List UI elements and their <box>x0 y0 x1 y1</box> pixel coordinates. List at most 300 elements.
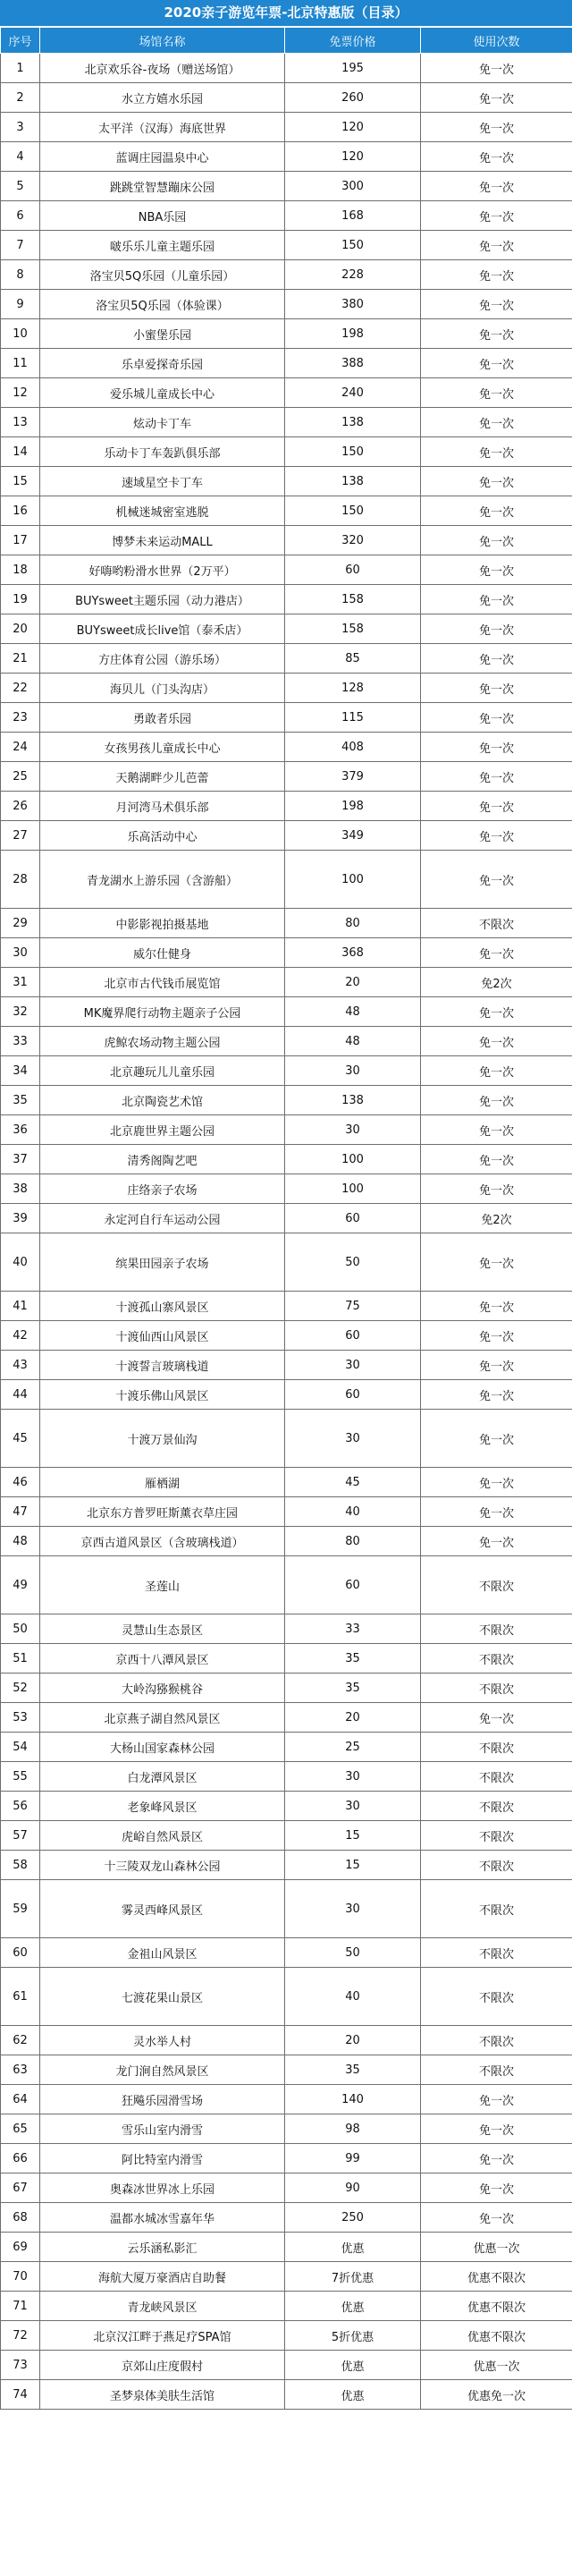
row-number: 40 <box>1 1233 40 1292</box>
row-number: 34 <box>1 1056 40 1086</box>
usage-times: 免一次 <box>421 1233 572 1292</box>
table-row <box>1 2055 572 2085</box>
row-number: 53 <box>1 1703 40 1733</box>
usage-times: 不限次 <box>421 1614 572 1644</box>
ticket-price: 33 <box>285 1614 421 1644</box>
table-row <box>1 2351 572 2380</box>
ticket-price: 30 <box>285 1880 421 1938</box>
table-row <box>1 526 572 555</box>
usage-times: 免一次 <box>421 1115 572 1145</box>
row-number: 56 <box>1 1792 40 1821</box>
table-row <box>1 2380 572 2410</box>
row-number: 30 <box>1 938 40 968</box>
usage-times: 不限次 <box>421 1733 572 1762</box>
usage-times: 免一次 <box>421 1703 572 1733</box>
ticket-price: 30 <box>285 1115 421 1145</box>
table-row <box>1 997 572 1027</box>
usage-times: 免一次 <box>421 54 572 83</box>
venue-name: 温都水城冰雪嘉年华 <box>40 2203 285 2233</box>
table-row <box>1 1321 572 1351</box>
table-row <box>1 1468 572 1497</box>
usage-times: 优惠不限次 <box>421 2321 572 2351</box>
venue-name: 虎鲸农场动物主题公园 <box>40 1027 285 1056</box>
usage-times: 免一次 <box>421 1145 572 1174</box>
venue-name: 云乐涵私影汇 <box>40 2233 285 2262</box>
header-price: 免票价格 <box>285 28 421 54</box>
ticket-price: 85 <box>285 644 421 674</box>
row-number: 13 <box>1 408 40 437</box>
row-number: 28 <box>1 851 40 909</box>
ticket-price: 98 <box>285 2114 421 2144</box>
usage-times: 不限次 <box>421 1851 572 1880</box>
venue-name: 雾灵西峰风景区 <box>40 1880 285 1938</box>
venue-name: BUYsweet主题乐园（动力港店） <box>40 585 285 614</box>
ticket-price: 128 <box>285 674 421 703</box>
venue-name: 跳跳堂智慧蹦床公园 <box>40 172 285 201</box>
table-row <box>1 1086 572 1115</box>
ticket-price: 349 <box>285 821 421 851</box>
table-row <box>1 2262 572 2292</box>
venue-name: 机械迷城密室逃脱 <box>40 496 285 526</box>
table-row <box>1 1614 572 1644</box>
venue-name: 奥森冰世界冰上乐园 <box>40 2174 285 2203</box>
table-row <box>1 1762 572 1792</box>
row-number: 71 <box>1 2292 40 2321</box>
venue-name: 缤果田园亲子农场 <box>40 1233 285 1292</box>
venue-name: 乐动卡丁车轰趴俱乐部 <box>40 437 285 467</box>
ticket-price: 158 <box>285 614 421 644</box>
ticket-price: 45 <box>285 1468 421 1497</box>
venue-name: 月河湾马术俱乐部 <box>40 792 285 821</box>
usage-times: 优惠一次 <box>421 2351 572 2380</box>
ticket-price: 408 <box>285 733 421 762</box>
row-number: 4 <box>1 142 40 172</box>
usage-times: 免一次 <box>421 1468 572 1497</box>
row-number: 25 <box>1 762 40 792</box>
ticket-price: 30 <box>285 1351 421 1380</box>
row-number: 22 <box>1 674 40 703</box>
table-row <box>1 2203 572 2233</box>
usage-times: 免一次 <box>421 113 572 142</box>
row-number: 6 <box>1 201 40 231</box>
table-row <box>1 674 572 703</box>
header-name: 场馆名称 <box>40 28 285 54</box>
venue-name: 灵慧山生态景区 <box>40 1614 285 1644</box>
row-number: 17 <box>1 526 40 555</box>
ticket-price: 30 <box>285 1792 421 1821</box>
venue-name: 北京东方普罗旺斯薰衣草庄园 <box>40 1497 285 1527</box>
ticket-price: 60 <box>285 1321 421 1351</box>
ticket-price: 50 <box>285 1938 421 1968</box>
venue-name: 女孩男孩儿童成长中心 <box>40 733 285 762</box>
usage-times: 不限次 <box>421 1556 572 1614</box>
ticket-price: 195 <box>285 54 421 83</box>
table-row <box>1 851 572 909</box>
row-number: 23 <box>1 703 40 733</box>
table-row <box>1 585 572 614</box>
ticket-price: 优惠 <box>285 2292 421 2321</box>
venue-name: 狂飚乐园滑雪场 <box>40 2085 285 2114</box>
usage-times: 优惠不限次 <box>421 2262 572 2292</box>
row-number: 43 <box>1 1351 40 1380</box>
row-number: 49 <box>1 1556 40 1614</box>
venue-name: 十渡乐佛山风景区 <box>40 1380 285 1410</box>
ticket-price: 75 <box>285 1292 421 1321</box>
venue-name: 雁栖湖 <box>40 1468 285 1497</box>
ticket-price: 240 <box>285 378 421 408</box>
venue-name: 北京欢乐谷-夜场（赠送场馆） <box>40 54 285 83</box>
ticket-price: 120 <box>285 113 421 142</box>
header-times: 使用次数 <box>421 28 572 54</box>
ticket-price: 115 <box>285 703 421 733</box>
row-number: 1 <box>1 54 40 83</box>
table-row <box>1 614 572 644</box>
table-row <box>1 2321 572 2351</box>
row-number: 9 <box>1 290 40 319</box>
usage-times: 免一次 <box>421 733 572 762</box>
usage-times: 免一次 <box>421 1497 572 1527</box>
table-row <box>1 968 572 997</box>
usage-times: 免一次 <box>421 1056 572 1086</box>
table-row <box>1 2233 572 2262</box>
row-number: 15 <box>1 467 40 496</box>
usage-times: 免一次 <box>421 467 572 496</box>
venue-name: 乐高活动中心 <box>40 821 285 851</box>
venue-name: 十渡孤山寨风景区 <box>40 1292 285 1321</box>
row-number: 27 <box>1 821 40 851</box>
venue-name: 速域星空卡丁车 <box>40 467 285 496</box>
usage-times: 优惠一次 <box>421 2233 572 2262</box>
row-number: 65 <box>1 2114 40 2144</box>
usage-times: 免一次 <box>421 319 572 349</box>
table-row <box>1 113 572 142</box>
usage-times: 免一次 <box>421 201 572 231</box>
venue-name: 金祖山风景区 <box>40 1938 285 1968</box>
row-number: 8 <box>1 260 40 290</box>
row-number: 55 <box>1 1762 40 1792</box>
usage-times: 免一次 <box>421 555 572 585</box>
table-row <box>1 378 572 408</box>
ticket-price: 138 <box>285 408 421 437</box>
table-row <box>1 2114 572 2144</box>
ticket-price: 50 <box>285 1233 421 1292</box>
row-number: 2 <box>1 83 40 113</box>
table-row <box>1 1938 572 1968</box>
row-number: 7 <box>1 231 40 260</box>
row-number: 32 <box>1 997 40 1027</box>
venue-name: 虎峪自然风景区 <box>40 1821 285 1851</box>
ticket-price: 158 <box>285 585 421 614</box>
table-row <box>1 1851 572 1880</box>
ticket-price: 250 <box>285 2203 421 2233</box>
row-number: 68 <box>1 2203 40 2233</box>
usage-times: 免一次 <box>421 614 572 644</box>
table-row <box>1 821 572 851</box>
usage-times: 免一次 <box>421 851 572 909</box>
venue-name: 大杨山国家森林公园 <box>40 1733 285 1762</box>
row-number: 44 <box>1 1380 40 1410</box>
ticket-price: 80 <box>285 1527 421 1556</box>
usage-times: 不限次 <box>421 1674 572 1703</box>
table-row <box>1 792 572 821</box>
ticket-price: 35 <box>285 1674 421 1703</box>
venue-name: 圣莲山 <box>40 1556 285 1614</box>
ticket-price: 优惠 <box>285 2351 421 2380</box>
usage-times: 免一次 <box>421 378 572 408</box>
table-row <box>1 437 572 467</box>
row-number: 69 <box>1 2233 40 2262</box>
table-row <box>1 1792 572 1821</box>
venue-name: 白龙潭风景区 <box>40 1762 285 1792</box>
ticket-price: 260 <box>285 83 421 113</box>
venue-name: 蓝调庄园温泉中心 <box>40 142 285 172</box>
ticket-price: 198 <box>285 319 421 349</box>
row-number: 41 <box>1 1292 40 1321</box>
usage-times: 免2次 <box>421 968 572 997</box>
table-row <box>1 2085 572 2114</box>
ticket-price: 120 <box>285 142 421 172</box>
row-number: 19 <box>1 585 40 614</box>
venue-name: 阿比特室内滑雪 <box>40 2144 285 2174</box>
ticket-price: 138 <box>285 1086 421 1115</box>
usage-times: 免一次 <box>421 1174 572 1204</box>
ticket-price: 20 <box>285 1703 421 1733</box>
ticket-price: 320 <box>285 526 421 555</box>
venue-name: 勇敢者乐园 <box>40 703 285 733</box>
venue-name: 永定河自行车运动公园 <box>40 1204 285 1233</box>
ticket-price: 15 <box>285 1821 421 1851</box>
ticket-price: 100 <box>285 851 421 909</box>
ticket-price: 40 <box>285 1497 421 1527</box>
row-number: 70 <box>1 2262 40 2292</box>
ticket-price: 100 <box>285 1145 421 1174</box>
row-number: 73 <box>1 2351 40 2380</box>
table-row <box>1 1145 572 1174</box>
ticket-price: 7折优惠 <box>285 2262 421 2292</box>
table-row <box>1 1703 572 1733</box>
usage-times: 免一次 <box>421 1292 572 1321</box>
usage-times: 免一次 <box>421 2114 572 2144</box>
venue-name: 灵水举人村 <box>40 2026 285 2055</box>
venue-name: 方庄体育公园（游乐场） <box>40 644 285 674</box>
usage-times: 免一次 <box>421 2203 572 2233</box>
usage-times: 免一次 <box>421 938 572 968</box>
usage-times: 免一次 <box>421 674 572 703</box>
row-number: 47 <box>1 1497 40 1527</box>
usage-times: 优惠免一次 <box>421 2380 572 2410</box>
table-row <box>1 644 572 674</box>
row-number: 20 <box>1 614 40 644</box>
row-number: 21 <box>1 644 40 674</box>
venue-name: 京西十八潭风景区 <box>40 1644 285 1674</box>
table-body <box>1 54 572 2410</box>
row-number: 66 <box>1 2144 40 2174</box>
ticket-price: 60 <box>285 1380 421 1410</box>
venue-name: NBA乐园 <box>40 201 285 231</box>
row-number: 67 <box>1 2174 40 2203</box>
usage-times: 不限次 <box>421 1968 572 2026</box>
venue-name: 老象峰风景区 <box>40 1792 285 1821</box>
table-row <box>1 1674 572 1703</box>
usage-times: 免一次 <box>421 349 572 378</box>
ticket-price: 40 <box>285 1968 421 2026</box>
table-row <box>1 2144 572 2174</box>
usage-times: 免2次 <box>421 1204 572 1233</box>
row-number: 24 <box>1 733 40 762</box>
table-row <box>1 467 572 496</box>
table-row <box>1 260 572 290</box>
row-number: 36 <box>1 1115 40 1145</box>
table-row <box>1 201 572 231</box>
venue-name: 北京陶瓷艺术馆 <box>40 1086 285 1115</box>
venue-name: 海航大厦万豪酒店自助餐 <box>40 2262 285 2292</box>
ticket-price: 138 <box>285 467 421 496</box>
row-number: 35 <box>1 1086 40 1115</box>
ticket-price: 80 <box>285 909 421 938</box>
row-number: 33 <box>1 1027 40 1056</box>
venue-name: 雪乐山室内滑雪 <box>40 2114 285 2144</box>
table-row <box>1 1027 572 1056</box>
ticket-price: 优惠 <box>285 2233 421 2262</box>
row-number: 16 <box>1 496 40 526</box>
row-number: 18 <box>1 555 40 585</box>
row-number: 45 <box>1 1410 40 1468</box>
row-number: 64 <box>1 2085 40 2114</box>
ticket-price: 20 <box>285 2026 421 2055</box>
usage-times: 免一次 <box>421 703 572 733</box>
row-number: 59 <box>1 1880 40 1938</box>
ticket-price: 60 <box>285 555 421 585</box>
table-row <box>1 1204 572 1233</box>
venue-name: 好嗨哟粉滑水世界（2万平） <box>40 555 285 585</box>
usage-times: 免一次 <box>421 585 572 614</box>
table-row <box>1 1056 572 1086</box>
table-row <box>1 172 572 201</box>
usage-times: 免一次 <box>421 762 572 792</box>
row-number: 39 <box>1 1204 40 1233</box>
row-number: 60 <box>1 1938 40 1968</box>
table-row <box>1 1968 572 2026</box>
row-number: 26 <box>1 792 40 821</box>
usage-times: 免一次 <box>421 408 572 437</box>
ticket-price: 380 <box>285 290 421 319</box>
venue-name: 青龙峡风景区 <box>40 2292 285 2321</box>
usage-times: 免一次 <box>421 2174 572 2203</box>
venue-name: 水立方嬉水乐园 <box>40 83 285 113</box>
venue-name: 啵乐乐儿童主题乐园 <box>40 231 285 260</box>
ticket-price: 60 <box>285 1556 421 1614</box>
usage-times: 免一次 <box>421 526 572 555</box>
table-row <box>1 1527 572 1556</box>
row-number: 31 <box>1 968 40 997</box>
venue-name: 清秀阁陶艺吧 <box>40 1145 285 1174</box>
row-number: 10 <box>1 319 40 349</box>
venue-table <box>0 27 572 2410</box>
venue-name: 洛宝贝5Q乐园（体验课） <box>40 290 285 319</box>
usage-times: 免一次 <box>421 1086 572 1115</box>
table-row <box>1 1556 572 1614</box>
venue-name: BUYsweet成长live馆（泰禾店） <box>40 614 285 644</box>
row-number: 11 <box>1 349 40 378</box>
venue-name: 龙门涧自然风景区 <box>40 2055 285 2085</box>
table-row <box>1 1880 572 1938</box>
usage-times: 免一次 <box>421 142 572 172</box>
row-number: 37 <box>1 1145 40 1174</box>
venue-name: 京郊山庄度假村 <box>40 2351 285 2380</box>
table-row <box>1 1351 572 1380</box>
usage-times: 免一次 <box>421 172 572 201</box>
venue-name: 爱乐城儿童成长中心 <box>40 378 285 408</box>
ticket-price: 35 <box>285 2055 421 2085</box>
ticket-price: 5折优惠 <box>285 2321 421 2351</box>
venue-name: 洛宝贝5Q乐园（儿童乐园） <box>40 260 285 290</box>
row-number: 5 <box>1 172 40 201</box>
ticket-price: 99 <box>285 2144 421 2174</box>
row-number: 51 <box>1 1644 40 1674</box>
usage-times: 免一次 <box>421 1351 572 1380</box>
usage-times: 免一次 <box>421 644 572 674</box>
ticket-price: 300 <box>285 172 421 201</box>
table-row <box>1 2292 572 2321</box>
table-row <box>1 408 572 437</box>
usage-times: 不限次 <box>421 909 572 938</box>
table-row <box>1 909 572 938</box>
table-header-row <box>1 28 572 54</box>
venue-name: 北京鹿世界主题公园 <box>40 1115 285 1145</box>
ticket-price: 90 <box>285 2174 421 2203</box>
ticket-price: 25 <box>285 1733 421 1762</box>
ticket-price: 198 <box>285 792 421 821</box>
usage-times: 免一次 <box>421 260 572 290</box>
table-row <box>1 1233 572 1292</box>
usage-times: 免一次 <box>421 496 572 526</box>
table-row <box>1 2026 572 2055</box>
table-row <box>1 319 572 349</box>
usage-times: 免一次 <box>421 83 572 113</box>
usage-times: 免一次 <box>421 290 572 319</box>
usage-times: 免一次 <box>421 437 572 467</box>
usage-times: 免一次 <box>421 2085 572 2114</box>
venue-name: MK魔界爬行动物主题亲子公园 <box>40 997 285 1027</box>
venue-name: 中影影视拍摄基地 <box>40 909 285 938</box>
venue-name: 北京燕子湖自然风景区 <box>40 1703 285 1733</box>
row-number: 63 <box>1 2055 40 2085</box>
venue-name: 北京汉江畔于燕足疗SPA馆 <box>40 2321 285 2351</box>
venue-name: 海贝儿（门头沟店） <box>40 674 285 703</box>
usage-times: 免一次 <box>421 2144 572 2174</box>
row-number: 62 <box>1 2026 40 2055</box>
venue-name: 太平洋（汉海）海底世界 <box>40 113 285 142</box>
row-number: 48 <box>1 1527 40 1556</box>
usage-times: 优惠不限次 <box>421 2292 572 2321</box>
table-row <box>1 1733 572 1762</box>
table-row <box>1 1644 572 1674</box>
ticket-price: 30 <box>285 1410 421 1468</box>
ticket-price: 48 <box>285 997 421 1027</box>
table-row <box>1 349 572 378</box>
row-number: 42 <box>1 1321 40 1351</box>
venue-name: 庄络亲子农场 <box>40 1174 285 1204</box>
table-row <box>1 703 572 733</box>
table-row <box>1 1380 572 1410</box>
ticket-price: 140 <box>285 2085 421 2114</box>
usage-times: 免一次 <box>421 1527 572 1556</box>
ticket-price: 388 <box>285 349 421 378</box>
table-row <box>1 2174 572 2203</box>
row-number: 46 <box>1 1468 40 1497</box>
catalog-title: 2020亲子游览年票-北京特惠版（目录） <box>0 0 572 27</box>
table-row <box>1 142 572 172</box>
